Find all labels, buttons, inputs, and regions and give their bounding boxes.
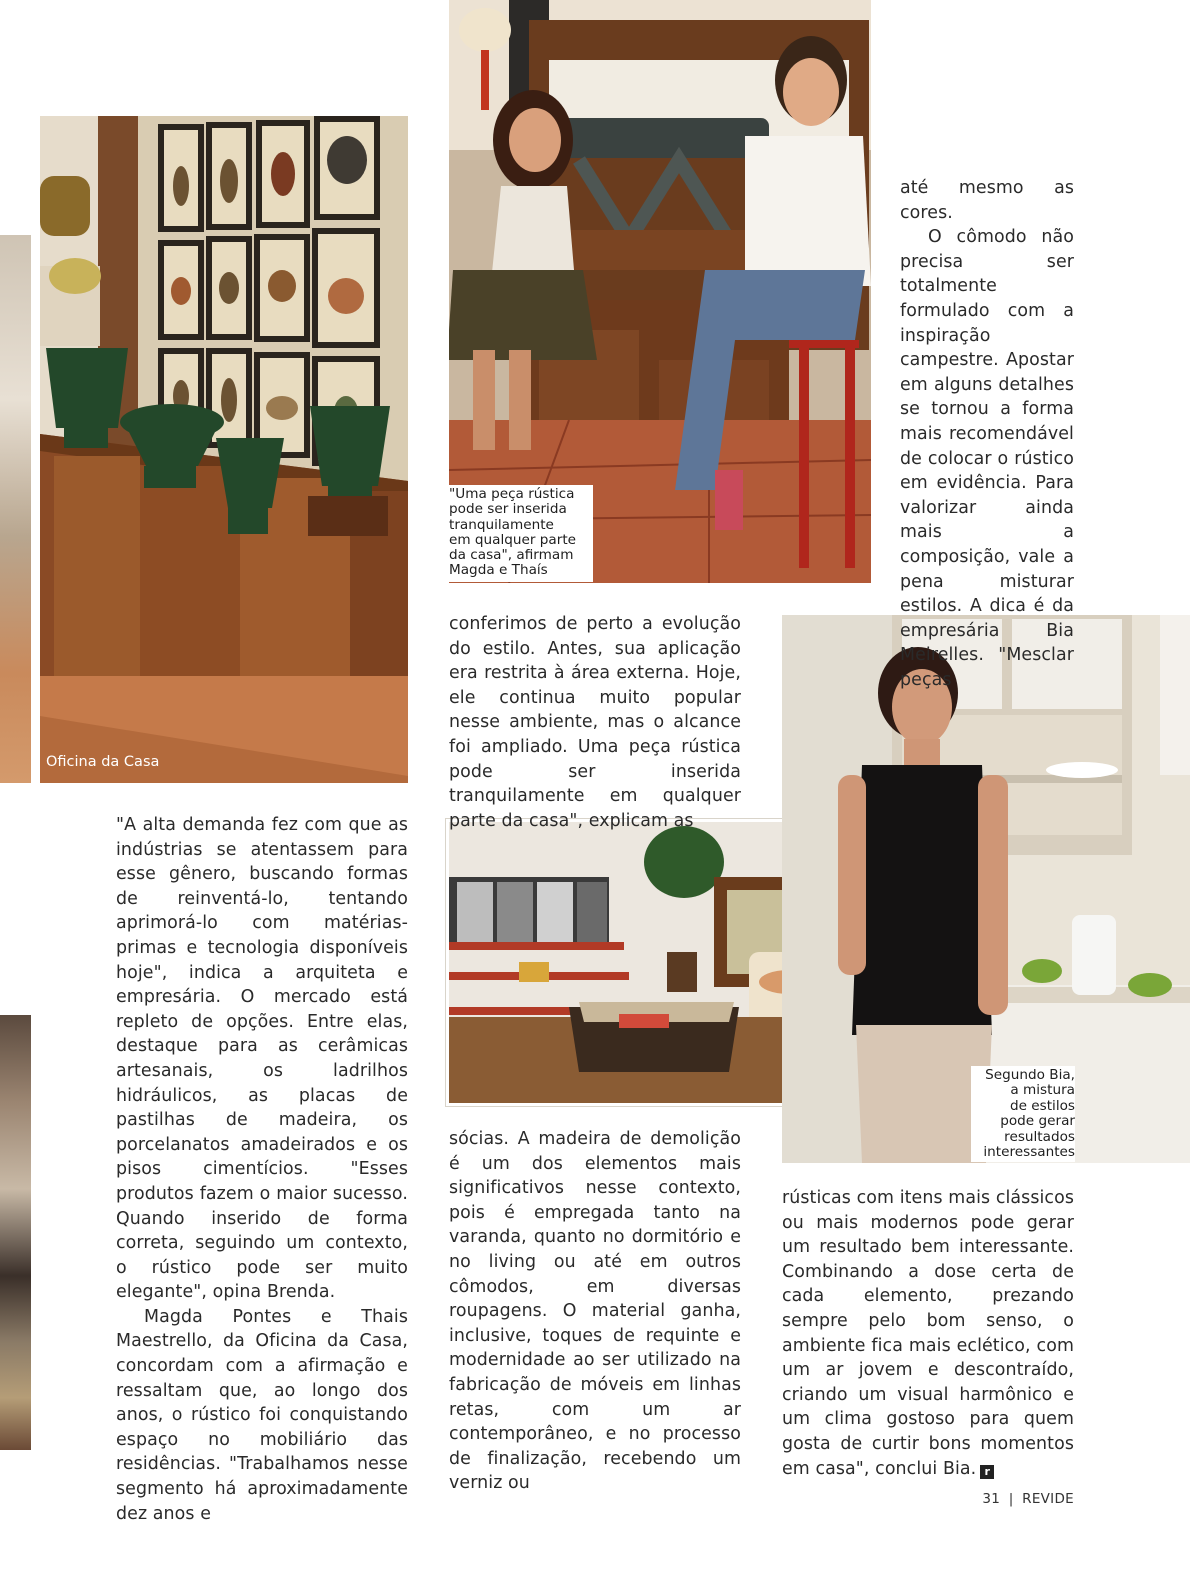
caption-line: Segundo Bia, xyxy=(985,1067,1075,1083)
left-edge-photo-top xyxy=(0,235,31,783)
caption-oficina-text: Oficina da Casa xyxy=(46,754,160,770)
page-footer xyxy=(982,1491,1074,1507)
footer-separator: | xyxy=(1008,1491,1014,1507)
caption-line: pode gerar xyxy=(1000,1113,1075,1130)
end-of-article-mark: r xyxy=(980,1465,994,1479)
caption-line: da casa", afirmam xyxy=(449,547,574,564)
caption-line: a mistura xyxy=(1010,1082,1075,1099)
caption-line: "Uma peça rústica xyxy=(449,486,575,502)
caption-line: interessantes xyxy=(983,1144,1075,1161)
paragraph: "A alta demanda fez com que as indústrias se atentassem para esse gênero, buscando formas de reinventá-lo, tentando aprimorá-lo com matérias-primas e tecnologia disponíveis hoje", indica a arquiteta e empresária. O mercado está repleto de opções. Entre elas, destaque para as cerâmicas artesanais, os ladrilhos hidráulicos, as placas de pastilhas de madeira, os porcelanatos amadeirados e os pisos cimentícios. "Esses produtos fazem o maior sucesso. Quando inserido de forma correta, seguindo um contexto, o rústico pode ser muito elegante", opina Brenda. xyxy=(116,815,408,1303)
caption-line: Magda e Thaís xyxy=(449,562,548,579)
paragraph: até mesmo as cores. xyxy=(900,178,1074,223)
caption-oficina-da-casa xyxy=(46,755,159,770)
caption-line: em qualquer parte xyxy=(449,531,577,548)
magazine-name: REVIDE xyxy=(1022,1491,1074,1507)
paragraph: conferimos de perto a evolução do estilo. Antes, sua aplicação era restrita à área externa. Hoje, ele continua muito popular nesse ambiente, mas o alcance foi ampliado. Uma peça rústica pode ser inserida tranquilamente em qualquer parte da casa", explicam as xyxy=(449,614,741,831)
paragraph xyxy=(782,1186,1074,1481)
text-column-2-bottom xyxy=(449,1127,741,1496)
caption-bia xyxy=(971,1066,1075,1162)
caption-line: pode ser inserida xyxy=(449,501,567,518)
text-column-3-top xyxy=(900,176,1074,692)
text-column-1 xyxy=(116,813,408,1526)
paragraph: sócias. A madeira de demolição é um dos elementos mais significativos nesse contexto, pois é empregada tanto na varanda, quanto no dormitório e no living ou até em outros cômodos, em diversas roupagens. O material ganha, inclusive, toques de requinte e modernidade ao ser utilizado na fabricação de móveis em linhas retas, com um ar contemporâneo, e no processo de finalização, recebendo um verniz ou xyxy=(449,1129,741,1494)
paragraph-text: rústicas com itens mais clássicos ou mais modernos pode gerar um resultado bem interessante. Combinando a dose certa de cada elemento, prezando sempre pelo bom senso, o ambiente fica mais eclético, com um ar jovem e descontraído, criando um visual harmônico e um clima gostoso para quem gosta de curtir bons momentos em casa", conclui Bia. xyxy=(782,1188,1074,1479)
caption-line: resultados xyxy=(1004,1128,1075,1145)
caption-line: de estilos xyxy=(1009,1097,1075,1114)
left-edge-photo-bottom xyxy=(0,1015,31,1450)
text-column-3-bottom xyxy=(782,1186,1074,1481)
paragraph: O cômodo não precisa ser totalmente formulado com a inspiração campestre. Apostar em alguns detalhes se tornou a forma mais recomendável de colocar o rústico em evidência. Para valorizar ainda mais a composição, vale a pena misturar estilos. A dica é da empresária Bia Meirelles. "Mesclar peças xyxy=(900,227,1074,690)
caption-magda-thais xyxy=(449,485,593,582)
text-column-2-top xyxy=(449,612,741,833)
paragraph: Magda Pontes e Thais Maestrello, da Oficina da Casa, concordam com a afirmação e ressaltam que, ao longo dos anos, o rústico foi conquistando espaço no mobiliário das residências. "Trabalhamos nesse segmento há aproximadamente dez anos e xyxy=(116,1306,408,1524)
bird-prints-illustration xyxy=(40,116,408,783)
caption-line: tranquilamente xyxy=(449,516,554,533)
photo-bird-prints-sideboard xyxy=(40,116,408,783)
page-number: 31 xyxy=(982,1491,1001,1507)
